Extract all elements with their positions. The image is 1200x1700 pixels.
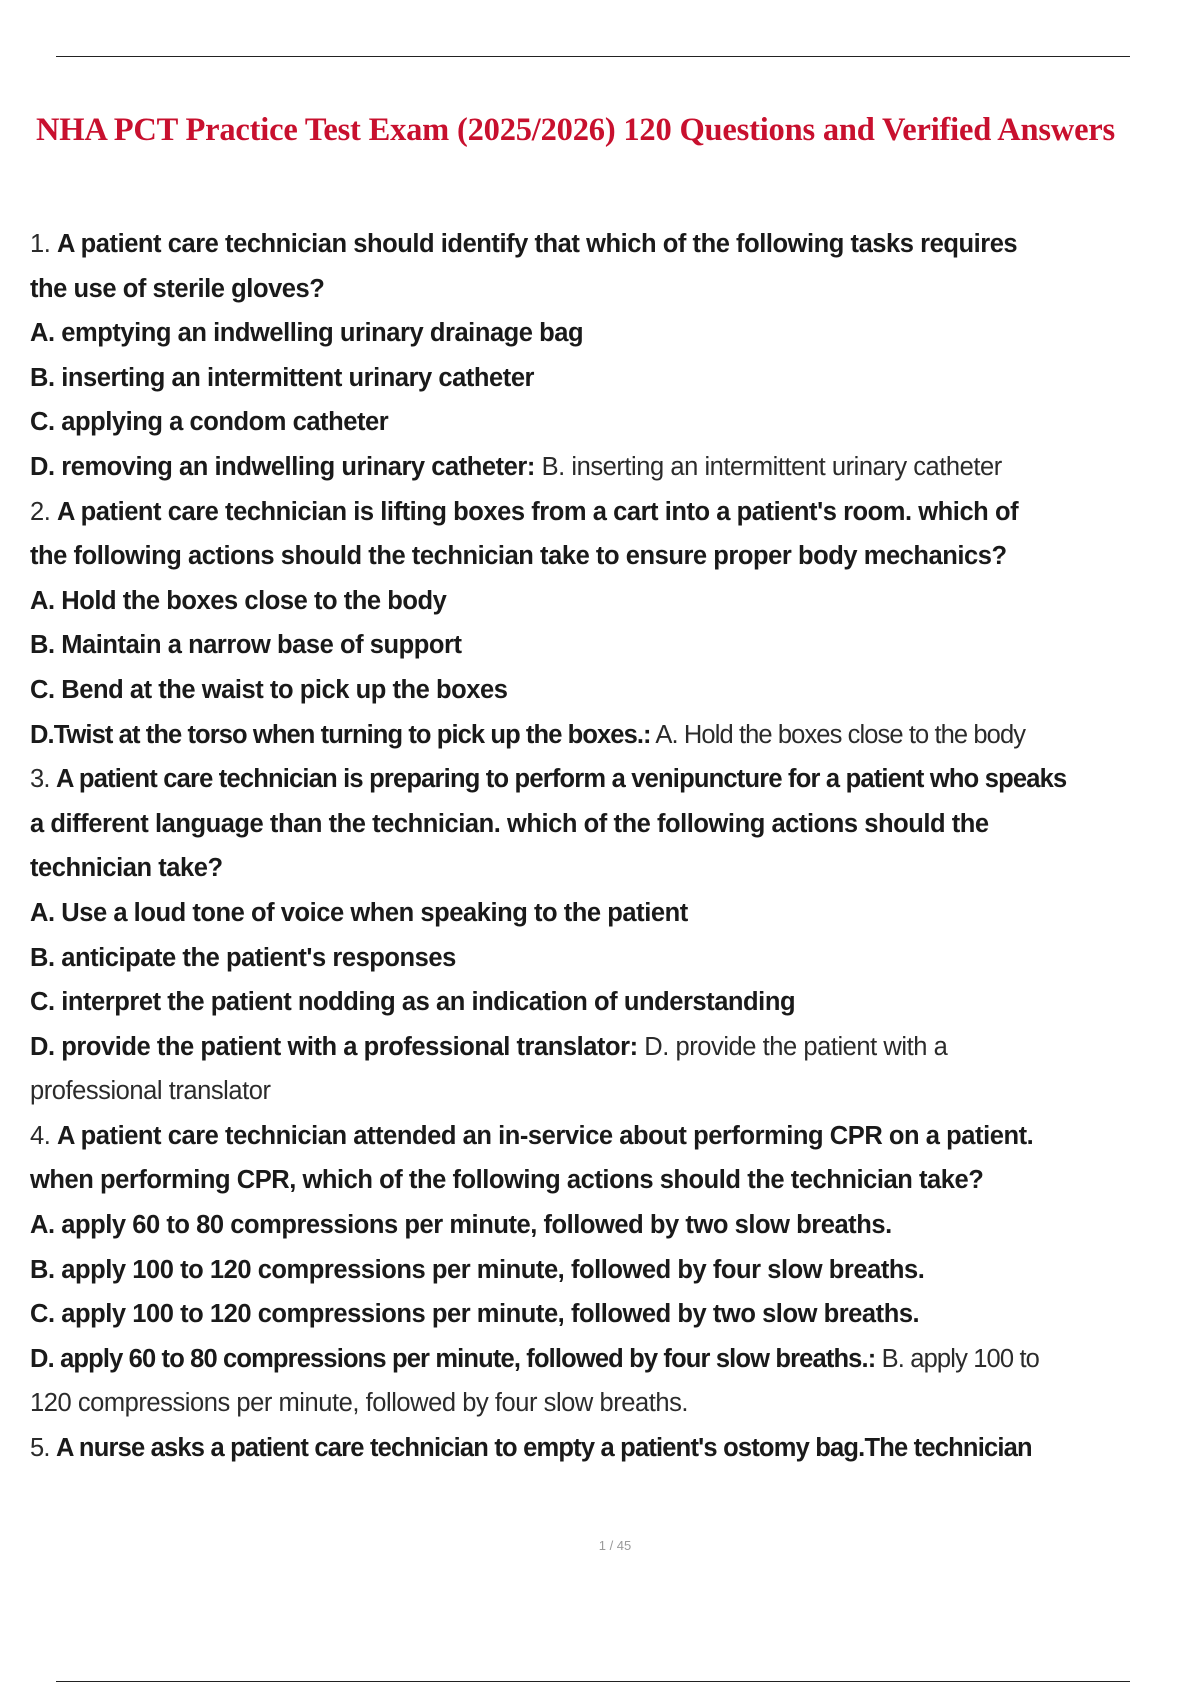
option-text: emptying an indwelling urinary drainage bag [61, 319, 584, 348]
option-letter: B. [30, 631, 55, 660]
page-number: 1 / 45 [598, 1538, 632, 1553]
question-3-stem-line-3: technician take? [30, 854, 223, 883]
question-number: 4. [30, 1121, 51, 1150]
option-text: apply 100 to 120 compressions per minute, followed by two slow breaths. [61, 1300, 920, 1329]
option-c [30, 400, 1195, 445]
option-letter: C. [30, 675, 55, 704]
option-b [30, 1248, 1195, 1293]
option-letter: B. [30, 1255, 55, 1284]
option-letter: B. [30, 943, 55, 972]
question-3-stem-line-2: a different language than the technician. which of the following actions should the [30, 809, 989, 838]
question-stem: A nurse asks a patient care technician to empty a patient's ostomy bag.The technician [55, 1434, 1032, 1463]
option-text: Twist at the torso when turning to pick up the boxes.: [53, 720, 651, 749]
question-list [30, 222, 1195, 1471]
option-b [30, 623, 1195, 668]
option-letter: A. [30, 1211, 55, 1240]
option-text: Hold the boxes close to the body [61, 586, 447, 615]
answer-text: B. inserting an intermittent urinary catheter [534, 452, 1002, 481]
option-letter: A. [30, 898, 55, 927]
option-b [30, 936, 1195, 981]
option-letter: D. [30, 720, 54, 749]
option-a [30, 1203, 1195, 1248]
option-b [30, 356, 1195, 401]
top-rule [56, 56, 1130, 57]
option-d [30, 713, 1195, 758]
option-a [30, 311, 1195, 356]
answer-text: A. Hold the boxes close to the body [650, 720, 1026, 749]
question-4-stem-line-1 [30, 1114, 1195, 1159]
option-d [30, 445, 1195, 490]
question-1-stem-line-1 [30, 222, 1195, 267]
option-letter: A. [30, 586, 55, 615]
question-3-stem-line-1 [30, 757, 1195, 802]
answer-text: D. provide the patient with a [637, 1032, 948, 1061]
question-2-stem-line-1 [30, 490, 1195, 535]
option-text: interpret the patient nodding as an indication of understanding [61, 988, 796, 1017]
question-number: 2. [30, 497, 51, 526]
question-stem: A patient care technician is lifting boxes from a cart into a patient's room. which of [57, 497, 1019, 526]
option-letter: C. [30, 988, 55, 1017]
option-text: applying a condom catheter [61, 408, 389, 437]
option-text: apply 60 to 80 compressions per minute, followed by four slow breaths.: [60, 1344, 876, 1373]
option-c [30, 1292, 1195, 1337]
option-text: removing an indwelling urinary catheter: [61, 452, 535, 481]
option-letter: B. [30, 363, 55, 392]
answer-text-continued: 120 compressions per minute, followed by four slow breaths. [30, 1389, 689, 1418]
option-letter: D. [30, 1032, 55, 1061]
question-1-stem-line-2: the use of sterile gloves? [30, 274, 325, 303]
question-number: 3. [30, 765, 50, 794]
option-text: apply 60 to 80 compressions per minute, followed by two slow breaths. [61, 1211, 892, 1240]
answer-text: B. apply 100 to [875, 1344, 1040, 1373]
option-text: Bend at the waist to pick up the boxes [61, 675, 508, 704]
option-text: Use a loud tone of voice when speaking to the patient [61, 898, 688, 927]
question-4-stem-line-2: when performing CPR, which of the following actions should the technician take? [30, 1166, 984, 1195]
option-letter: A. [30, 319, 55, 348]
bottom-rule [56, 1681, 1130, 1682]
question-stem: A patient care technician attended an in-service about performing CPR on a patient. [57, 1121, 1034, 1150]
question-2-stem-line-2: the following actions should the technician take to ensure proper body mechanics? [30, 542, 1007, 571]
question-number: 1. [30, 230, 51, 258]
option-a [30, 891, 1195, 936]
option-d [30, 1025, 1195, 1070]
option-text: anticipate the patient's responses [61, 943, 456, 972]
option-text: inserting an intermittent urinary catheter [61, 363, 535, 392]
question-stem: A patient care technician is preparing to perform a venipuncture for a patient who speaks [55, 765, 1067, 794]
option-letter: D. [30, 452, 55, 481]
option-c [30, 980, 1195, 1025]
option-text: provide the patient with a professional translator: [61, 1032, 638, 1061]
document-title: NHA PCT Practice Test Exam (2025/2026) 120 Questions and Verified Answers [36, 112, 1115, 148]
question-stem: A patient care technician should identify that which of the following tasks requires [57, 230, 1018, 258]
answer-text-continued: professional translator [30, 1077, 271, 1106]
option-letter: C. [30, 1300, 55, 1329]
option-text: apply 100 to 120 compressions per minute, followed by four slow breaths. [61, 1255, 925, 1284]
option-text: Maintain a narrow base of support [61, 631, 462, 660]
option-c [30, 668, 1195, 713]
option-d [30, 1337, 1195, 1382]
option-letter: C. [30, 408, 55, 437]
question-5-stem-line-1 [30, 1426, 1195, 1471]
question-number: 5. [30, 1434, 50, 1463]
option-a [30, 579, 1195, 624]
option-letter: D. [30, 1344, 54, 1373]
